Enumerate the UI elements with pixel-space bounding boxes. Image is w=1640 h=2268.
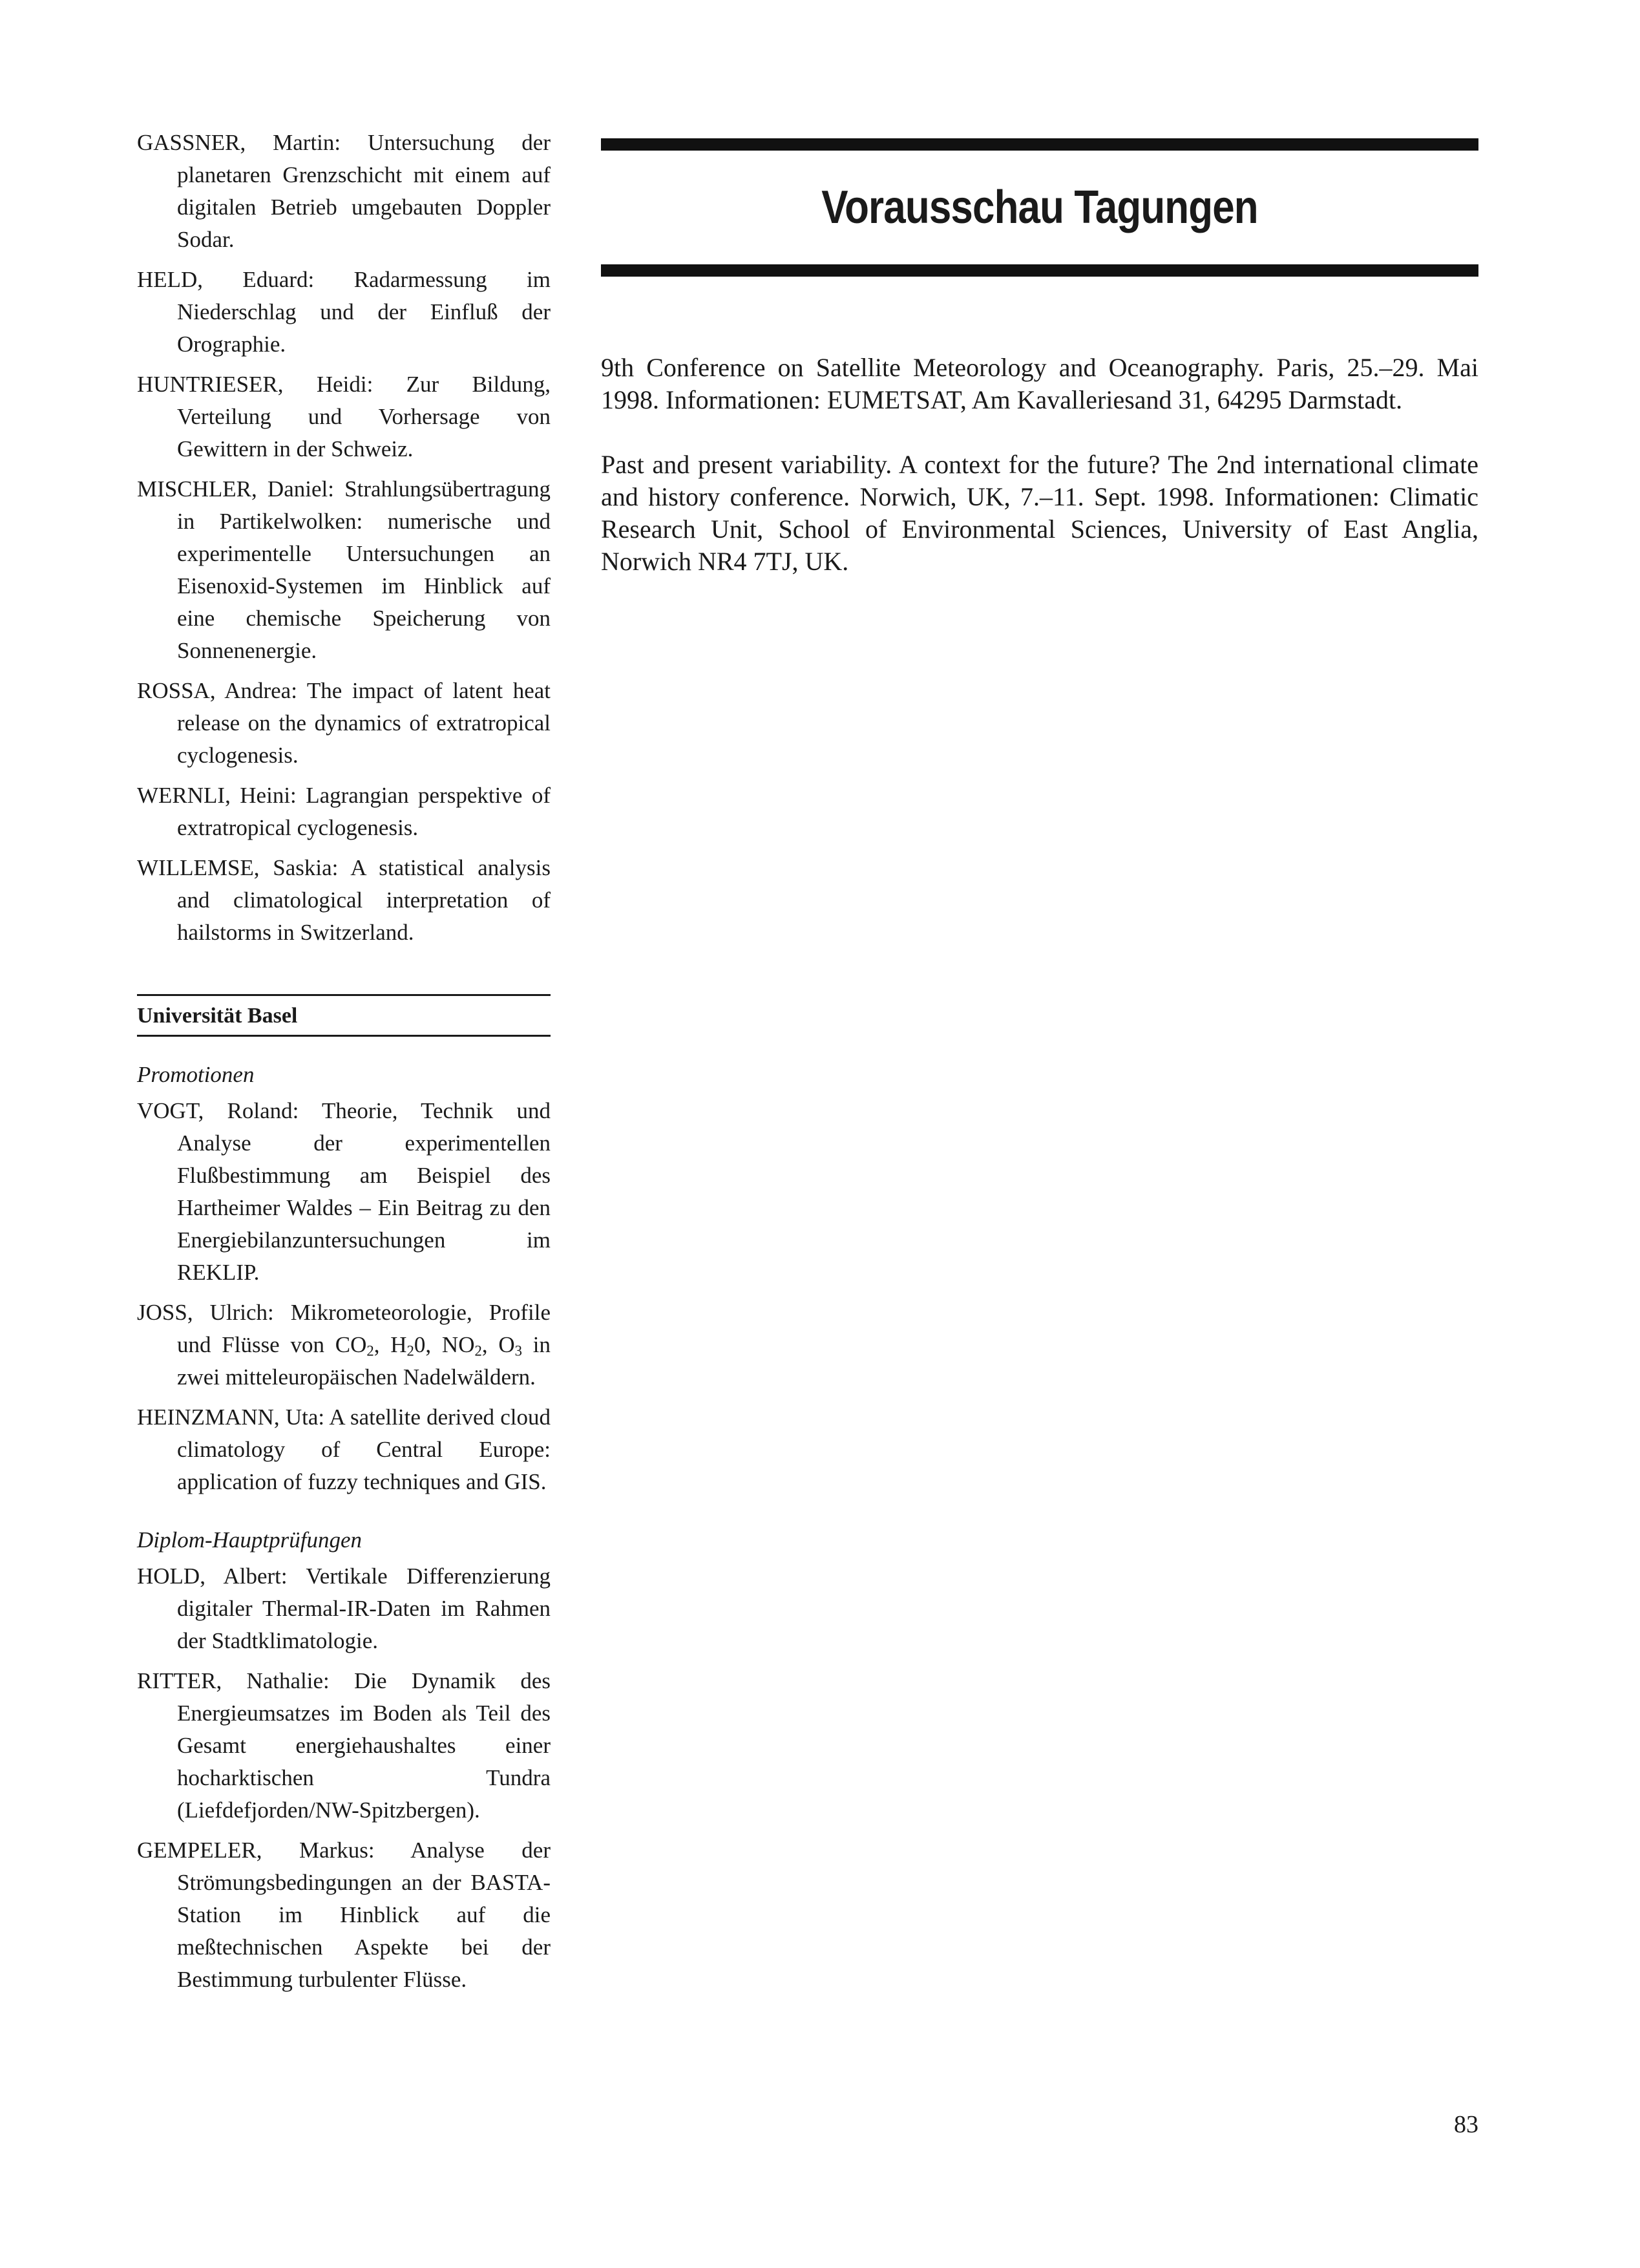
right-column (601, 138, 1478, 610)
subscript: 2 (366, 1342, 374, 1359)
subscript: 2 (474, 1342, 482, 1359)
thesis-entry: HUNTRIESER, Heidi: Zur Bildung, Verteilung und Vorhersage von Gewittern in der Schweiz. (137, 372, 551, 461)
thesis-entry-vogt: VOGT, Roland: Theorie, Technik und Analyse der experimentellen Flußbestimmung am Beispiel des Hartheimer Waldes – Ein Beitrag zu den Energiebilanzuntersuchungen im REKLIP. (137, 1098, 551, 1285)
thesis-entry-joss (137, 1297, 551, 1394)
page-number: 83 (1454, 2111, 1478, 2138)
joss-text: JOSS, Ulrich: Mikrometeorologie, Profile und Flüsse von CO (137, 1300, 551, 1357)
page-title: Vorausschau Tagungen (821, 182, 1258, 233)
joss-text: , H (373, 1332, 407, 1357)
thesis-entry-heinzmann: HEINZMANN, Uta: A satellite derived cloud climatology of Central Europe: application of fuzzy techniques and GIS. (137, 1404, 551, 1494)
thesis-entry: HELD, Eduard: Radarmessung im Niederschlag und der Einfluß der Orographie. (137, 267, 551, 357)
thesis-entry: MISCHLER, Daniel: Strahlungsübertragung in Partikelwolken: numerische und experimentelle Untersuchungen an Eisenoxid-Systemen im Hinblick auf eine chemische Speicherung von Sonnenenergie. (137, 476, 551, 663)
thesis-entry: RITTER, Nathalie: Die Dynamik des Energieumsatzes im Boden als Teil des Gesamt energiehaushaltes einer hocharktischen Tundra (Liefdefjorden/NW-Spitzbergen). (137, 1668, 551, 1823)
subheading-promotionen: Promotionen (137, 1062, 255, 1087)
conference-item: 9th Conference on Satellite Meteorology and Oceanography. Paris, 25.–29. Mai 1998. Informationen: EUMETSAT, Am Kavalleriesand 31, 64295 Darmstadt. (601, 353, 1478, 414)
thesis-entry: WERNLI, Heini: Lagrangian perspektive of extratropical cyclogenesis. (137, 783, 551, 840)
subheading-diplom: Diplom-Hauptprüfungen (137, 1527, 363, 1553)
joss-text: in zwei mitteleuropäischen Nadelwäldern. (177, 1332, 551, 1390)
left-column (137, 127, 551, 2004)
title-rule-bottom (601, 264, 1478, 277)
thesis-entry: ROSSA, Andrea: The impact of latent heat release on the dynamics of extratropical cyclogenesis. (137, 678, 551, 768)
thesis-entry: HOLD, Albert: Vertikale Differenzierung digitaler Thermal-IR-Daten im Rahmen der Stadtklimatologie. (137, 1563, 551, 1653)
thesis-entry: WILLEMSE, Saskia: A statistical analysis and climatological interpretation of hailstorms in Switzerland. (137, 855, 551, 945)
joss-text: 0, NO (414, 1332, 475, 1357)
title-rule-top (601, 138, 1478, 151)
thesis-entry: GEMPELER, Markus: Analyse der Strömungsbedingungen an der BASTA-Station im Hinblick auf die meßtechnischen Aspekte bei der Bestimmung turbulenter Flüsse. (137, 1838, 551, 1992)
section-heading-universitaet-basel: Universität Basel (137, 994, 551, 1037)
conference-list (601, 352, 1478, 578)
joss-text: , O (481, 1332, 515, 1357)
subscript: 2 (406, 1342, 414, 1359)
subscript: 3 (514, 1342, 523, 1359)
conference-item: Past and present variability. A context for the future? The 2nd international climate and history conference. Norwich, UK, 7.–11. Sept. 1998. Informationen: Climatic Research Unit, School of Environmental Sciences, University of East Anglia, Norwich NR4 7TJ, UK. (601, 450, 1478, 576)
thesis-entry: GASSNER, Martin: Untersuchung der planetaren Grenzschicht mit einem auf digitalen Betrieb umgebauten Doppler Sodar. (137, 130, 551, 252)
